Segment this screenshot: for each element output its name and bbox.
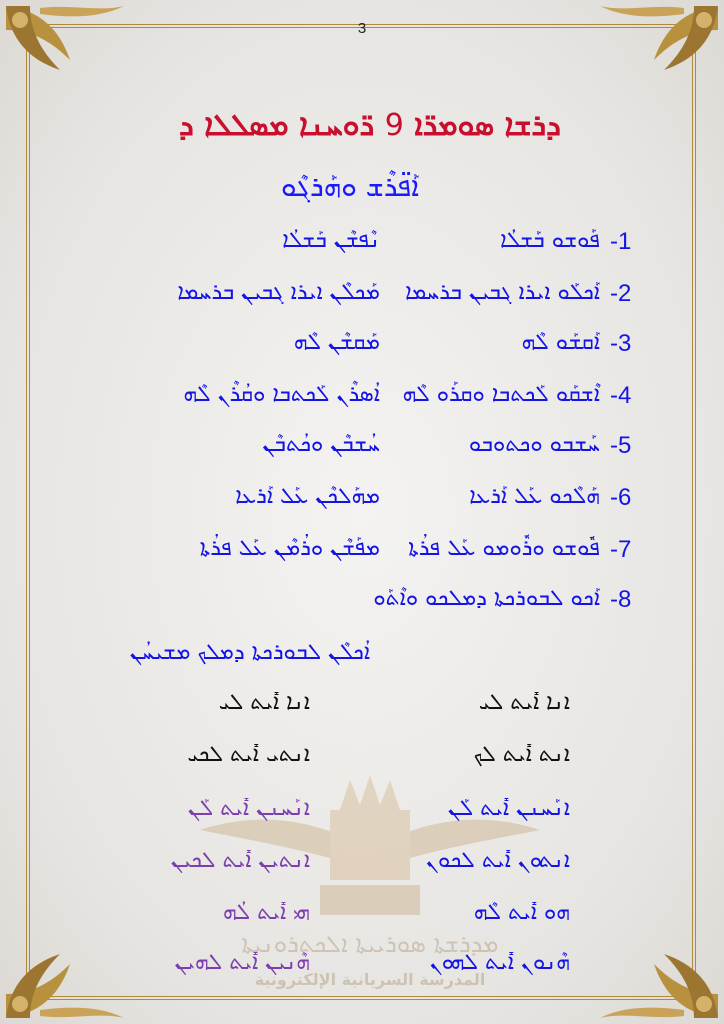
conjugation-feminine: ܐܢܐ ܐܺܝܬ ܠܝ [218,690,310,715]
exercise-row-6 [40,484,690,524]
row-text-b: ܢܶܦܫܶܢ ܒܰܫܠܳܐ [282,228,380,253]
row-text-a: ܐܰܩܫܰܘ ܠܶܗ [521,330,600,355]
exercise-row-5 [40,432,690,472]
conjugation-row-1 [90,690,590,730]
row-text-a: ܦܰܘܫܘ ܒܰܫܠܳܐ [500,228,600,253]
watermark-syriac-text: ܡܕܪܫܬܐ ܣܘܪܝܝܬܐ ܐܠܟܬܪܘܢܝܬܐ [241,930,499,958]
conjugation-row-2 [90,742,590,782]
title-part-2: ܪ̈ܘܚܢܐ ܡܣܠܠܐ ܕ [179,108,385,143]
conjugation-feminine: ܗܝ ܐܺܝܬ ܠܳܗ [222,900,310,925]
row-number: -5 [610,432,632,459]
row-text-a: ܗܰܠܶܟܘ ܥܰܠ ܐܰܪܥܐ [469,484,600,509]
conjugation-row-3 [90,796,590,836]
row-text-b: ܐܳܣܪܶܢ ܠܰܟܬܒܐ ܘܩܳܪܶܢ ܠܶܗ [183,382,380,407]
row-text-a: ܚܰܫܒܘ ܘܟܬܘܒܘ [468,432,600,457]
row-number: -7 [610,536,632,563]
exercise-row-1 [40,228,690,268]
row-text-a: ܦܽܘܫܘ ܘܪܽܘܡܘ ܥܰܠ ܦܪܳܬܐ [408,536,600,561]
page-title [100,108,640,143]
row-text-a: ܐܰܟܠܰܘ ܐܝܪܐ ܓܒܝܢ ܒܪܚܡܐ [405,280,600,305]
conjugation-feminine: ܗܶܢܝܢ ܐܺܝܬ ܠܗܝܢ [174,950,310,975]
exercise-row-3 [40,330,690,370]
exercise-row-7 [40,536,690,576]
title-number: 9 [384,108,404,143]
row-text-b: ܡܰܩܫܶܢ ܠܶܗ [293,330,380,355]
exercise-row-4 [40,382,690,422]
conjugation-feminine: ܐܢܬܝܢ ܐܺܝܬ ܠܟܝܢ [170,848,310,873]
exercise-row-2 [40,280,690,320]
conjugation-row-5 [90,900,590,940]
conjugation-feminine: ܐܢܰܚܢܢ ܐܺܝܬ ܠܰܢ [188,796,310,821]
row-text-b: ܚܳܫܒܶܢ ܘܟܳܬܒܶܢ [262,432,380,457]
ornament-corner-top-left [0,0,130,110]
row-number: -4 [610,382,632,409]
conjugation-masculine: ܐܢܬ ܐܺܝܬ ܠܟ [473,742,570,767]
row-text-a: ܐܰܟܘ ܠܒܘܪܟܬܐ ܕܡܠܟܘ ܘܐܶܬܰܘ [373,586,600,611]
row-text-a: ܐܶܫܩܰܘ ܠܰܟܬܒܐ ܘܩܪܰܘ ܠܶܗ [402,382,600,407]
row-text-b: ܡܰܟܠܶܢ ܐܝܪܐ ܓܒܝܢ ܒܪܚܡܐ [177,280,380,305]
row-number: -1 [610,228,632,255]
page-subtitle: ܐܰܦ̈ܪܶܫ ܘܗܰܪܓܶܘ [281,170,419,203]
row-number: -2 [610,280,632,307]
conjugation-feminine: ܐܢܬܝ ܐܺܝܬ ܠܟܝ [187,742,310,767]
conjugation-intro: ܐܳܟܠܶܢ ܠܒܘܪܟܬܐ ܕܡܠܟ ܡܫܝܚܳܢ [129,640,370,665]
conjugation-masculine: ܐܢܰܚܢܢ ܐܺܝܬ ܠܰܢ [448,796,570,821]
conjugation-masculine: ܗܘ ܐܺܝܬ ܠܶܗ [473,900,570,925]
row-number: -8 [610,586,632,613]
watermark-arabic-text: المدرسة السريانية الإلكترونية [254,970,486,989]
title-part-1: ܕܪܫܐ ܣܘܡܪ̈ܐ [403,108,561,143]
ornament-corner-bottom-right [594,914,724,1024]
ornament-corner-top-right [594,0,724,110]
conjugation-masculine: ܐܢܬܘܢ ܐܺܝܬ ܠܟܘܢ [425,848,570,873]
conjugation-masculine: ܗܶܢܘܢ ܐܺܝܬ ܠܗܘܢ [429,950,570,975]
exercise-row-8 [40,586,690,626]
conjugation-row-4 [90,848,590,888]
row-text-b: ܡܗܰܠܟܶܢ ܥܰܠ ܐܰܪܥܐ [235,484,380,509]
conjugation-row-6 [90,950,590,990]
row-number: -6 [610,484,632,511]
row-text-b: ܡܦܰܫܶܢ ܘܪܳܡܶܢ ܥܰܠ ܦܪܳܬܐ [199,536,380,561]
row-number: -3 [610,330,632,357]
page-number: 3 [357,20,367,37]
conjugation-masculine: ܐܢܐ ܐܺܝܬ ܠܝ [478,690,570,715]
